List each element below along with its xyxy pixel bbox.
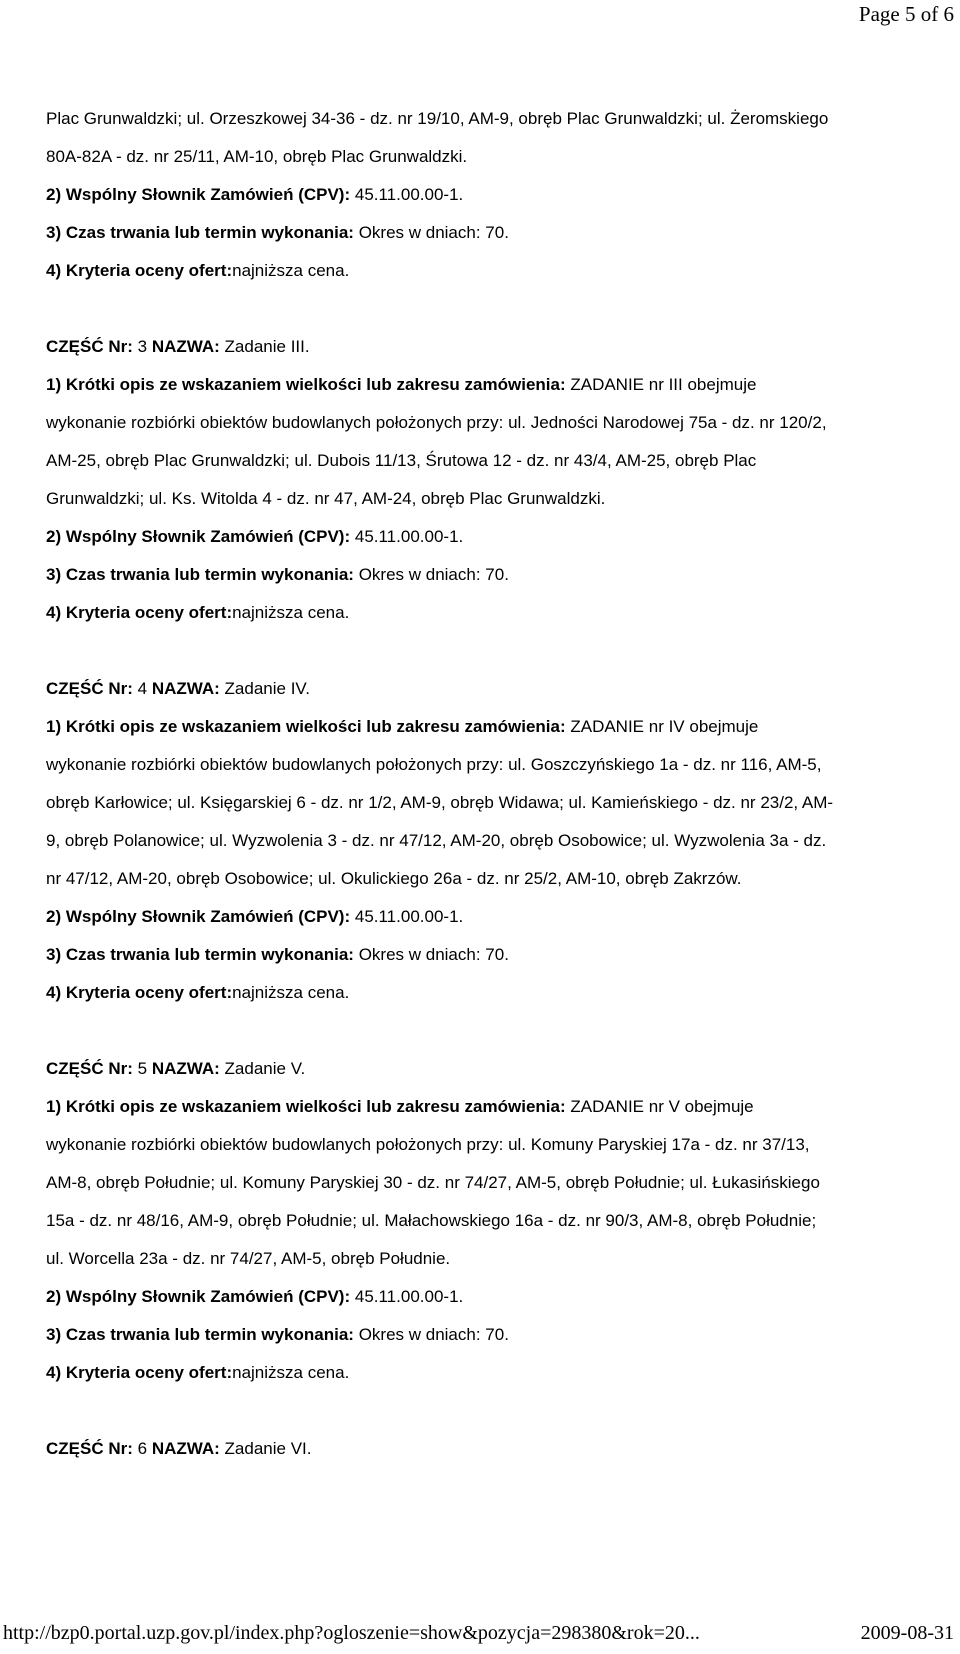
field-value: Okres w dniach: 70. [358,223,509,242]
section-spacer [46,1012,926,1050]
document-line [46,1126,926,1164]
field-label: 1) Krótki opis ze wskazaniem wielkości lub zakresu zamówienia: [46,1097,571,1116]
footer-date: 2009-08-31 [860,1622,954,1644]
document-line [46,670,926,708]
field-value: 15a - dz. nr 48/16, AM-9, obręb Południe; ul. Małachowskiego 16a - dz. nr 90/3, AM-8, obręb Południe; [46,1211,817,1230]
field-value: 80A-82A - dz. nr 25/11, AM-10, obręb Plac Grunwaldzki. [46,147,468,166]
field-label: 4) Kryteria oceny ofert: [46,983,233,1002]
document-line [46,1354,926,1392]
document-line [46,708,926,746]
field-value: wykonanie rozbiórki obiektów budowlanych położonych przy: ul. Komuny Paryskiej 17a - dz. nr 37/13, [46,1135,810,1154]
document-line [46,518,926,556]
field-value: Okres w dniach: 70. [358,1325,509,1344]
field-value: najniższa cena. [232,603,350,622]
field-label: 4) Kryteria oceny ofert: [46,1363,233,1382]
field-label: 3) Czas trwania lub termin wykonania: [46,223,359,242]
field-label: 2) Wspólny Słownik Zamówień (CPV): [46,1287,355,1306]
field-value: 4 [137,679,152,698]
field-value: wykonanie rozbiórki obiektów budowlanych położonych przy: ul. Jedności Narodowej 75a - dz. nr 120/2, [46,413,827,432]
field-value: najniższa cena. [232,1363,350,1382]
field-value: Zadanie III. [224,337,310,356]
footer-url: http://bzp0.portal.uzp.gov.pl/index.php?ogloszenie=show&pozycja=298380&rok=20... [3,1622,700,1644]
document-line [46,822,926,860]
document-line [46,366,926,404]
document-line [46,1240,926,1278]
document-line [46,974,926,1012]
field-value: Grunwaldzki; ul. Ks. Witolda 4 - dz. nr 47, AM-24, obręb Plac Grunwaldzki. [46,489,606,508]
page-number: Page 5 of 6 [858,2,954,26]
field-value: 45.11.00.00-1. [354,185,464,204]
document-line [46,1088,926,1126]
document-line [46,1316,926,1354]
document-body [46,100,926,1468]
document-line [46,442,926,480]
document-line [46,404,926,442]
field-value: ZADANIE nr III obejmuje [570,375,757,394]
field-label: CZĘŚĆ Nr: [46,337,138,356]
field-label: CZĘŚĆ Nr: [46,679,138,698]
field-value: Zadanie V. [224,1059,306,1078]
document-line [46,1202,926,1240]
field-label: NAZWA: [151,1439,225,1458]
document-line [46,594,926,632]
field-value: 5 [137,1059,152,1078]
field-value: 6 [137,1439,152,1458]
field-label: NAZWA: [151,1059,225,1078]
field-value: 45.11.00.00-1. [354,527,464,546]
field-value: ZADANIE nr V obejmuje [570,1097,754,1116]
field-label: 3) Czas trwania lub termin wykonania: [46,1325,359,1344]
field-label: 2) Wspólny Słownik Zamówień (CPV): [46,907,355,926]
field-value: Okres w dniach: 70. [358,565,509,584]
field-label: 2) Wspólny Słownik Zamówień (CPV): [46,527,355,546]
field-value: Plac Grunwaldzki; ul. Orzeszkowej 34-36 - dz. nr 19/10, AM-9, obręb Plac Grunwaldzki; ul. Żeromskiego [46,109,829,128]
document-line [46,328,926,366]
document-line [46,1430,926,1468]
field-label: 4) Kryteria oceny ofert: [46,603,233,622]
document-line [46,936,926,974]
field-label: 1) Krótki opis ze wskazaniem wielkości lub zakresu zamówienia: [46,717,571,736]
field-value: 9, obręb Polanowice; ul. Wyzwolenia 3 - dz. nr 47/12, AM-20, obręb Osobowice; ul. Wyzwolenia 3a - dz. [46,831,827,850]
document-line [46,1164,926,1202]
section-spacer [46,290,926,328]
field-value: Zadanie IV. [224,679,310,698]
field-label: 1) Krótki opis ze wskazaniem wielkości lub zakresu zamówienia: [46,375,571,394]
field-value: Zadanie VI. [224,1439,312,1458]
document-line [46,176,926,214]
field-label: NAZWA: [151,679,225,698]
document-line [46,860,926,898]
field-label: CZĘŚĆ Nr: [46,1059,138,1078]
field-value: nr 47/12, AM-20, obręb Osobowice; ul. Okulickiego 26a - dz. nr 25/2, AM-10, obręb Zakrzów. [46,869,742,888]
field-label: 2) Wspólny Słownik Zamówień (CPV): [46,185,355,204]
document-line [46,746,926,784]
field-value: 3 [137,337,152,356]
field-label: CZĘŚĆ Nr: [46,1439,138,1458]
document-line [46,480,926,518]
section-spacer [46,1392,926,1430]
field-label: 4) Kryteria oceny ofert: [46,261,233,280]
field-value: AM-8, obręb Południe; ul. Komuny Paryskiej 30 - dz. nr 74/27, AM-5, obręb Południe; ul. Łukasińskiego [46,1173,820,1192]
document-line [46,1050,926,1088]
document-line [46,556,926,594]
field-value: AM-25, obręb Plac Grunwaldzki; ul. Dubois 11/13, Śrutowa 12 - dz. nr 43/4, AM-25, obręb Plac [46,451,757,470]
document-line [46,252,926,290]
document-line [46,100,926,138]
document-line [46,1278,926,1316]
document-line [46,138,926,176]
document-line [46,784,926,822]
field-value: obręb Karłowice; ul. Księgarskiej 6 - dz. nr 1/2, AM-9, obręb Widawa; ul. Kamieńskiego - dz. nr 23/2, AM- [46,793,834,812]
field-label: 3) Czas trwania lub termin wykonania: [46,565,359,584]
field-value: 45.11.00.00-1. [354,1287,464,1306]
section-spacer [46,632,926,670]
page-footer [3,1622,954,1645]
document-line [46,898,926,936]
field-value: najniższa cena. [232,261,350,280]
field-value: 45.11.00.00-1. [354,907,464,926]
document-line [46,214,926,252]
field-value: ul. Worcella 23a - dz. nr 74/27, AM-5, obręb Południe. [46,1249,451,1268]
field-value: wykonanie rozbiórki obiektów budowlanych położonych przy: ul. Goszczyńskiego 1a - dz. nr 116, AM-5, [46,755,822,774]
field-value: ZADANIE nr IV obejmuje [570,717,759,736]
field-label: 3) Czas trwania lub termin wykonania: [46,945,359,964]
field-value: Okres w dniach: 70. [358,945,509,964]
field-value: najniższa cena. [232,983,350,1002]
field-label: NAZWA: [151,337,225,356]
